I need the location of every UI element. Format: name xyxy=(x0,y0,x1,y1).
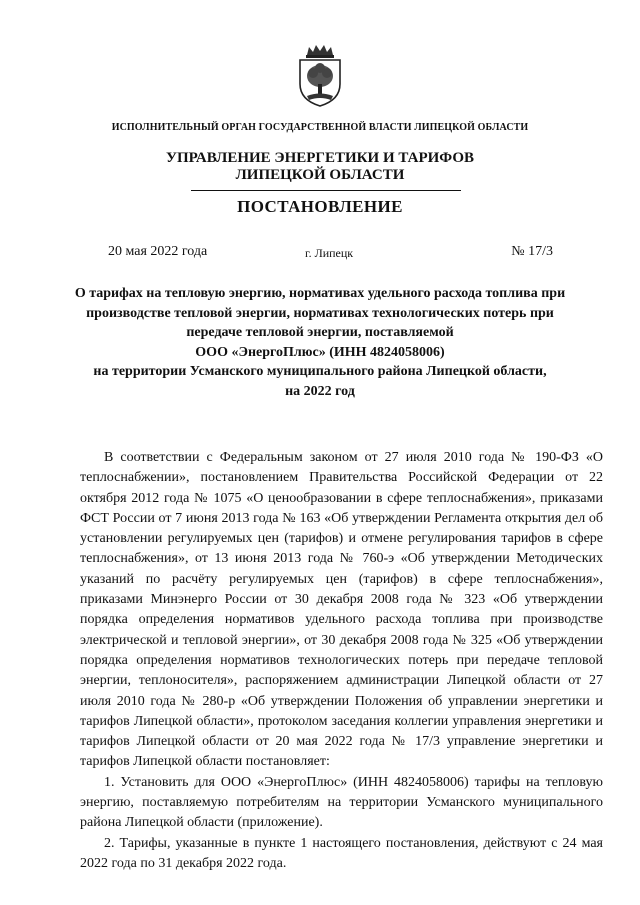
title-line: производстве тепловой энергии, нормативах технологических потерь при xyxy=(86,305,554,321)
header-divider xyxy=(191,190,461,191)
title-line: О тарифах на тепловую энергию, нормативах удельного расхода топлива при xyxy=(74,286,566,301)
title-line: на территории Усманского муниципального района Липецкой области, xyxy=(93,364,547,380)
title-line: передаче тепловой энергии, поставляемой xyxy=(186,325,454,341)
document-number: № 17/3 xyxy=(511,244,553,259)
coat-of-arms-icon xyxy=(295,44,345,108)
document-city: г. Липецк xyxy=(305,246,354,260)
preamble-paragraph: В соответствии с Федеральным законом от 27 июля 2010 года № 190-ФЗ «О теплоснабжении», постановлением Правительства Российской Федерации от 22 октября 2012 года № 1075 «О ценообразовании в сфере теплоснабжения», приказами ФСТ России от 7 июня 2013 года № 163 «Об утверждении Регламента открытия дел об установлении регулируемых цен (тарифов) и отмене регулирования тарифов в сфере теплоснабжения», от 13 июня 2013 года № 760-э «Об утверждении Методических указаний по расчёту регулируемых цен (тарифов) в сфере теплоснабжения», приказами Минэнерго России от 30 декабря 2008 года № 323 «Об утверждении порядка определения нормативов удельного расхода топлива при производстве электрической и тепловой энергии», от 30 декабря 2008 года № 325 «Об утверждении порядка определения нормативов технологических потерь при передаче тепловой энергии, теплоносителя», распоряжением администрации Липецкой области от 27 июля 2010 года № 280-р «Об утверждении Положения об управлении энергетики и тарифов Липецкой области», протоколом заседания коллегии управления энергетики и тарифов Липецкой области от 20 мая 2022 года № 17/3 управление энергетики и тарифов Липецкой области постановляет: xyxy=(80,450,603,770)
document-title xyxy=(50,284,590,402)
authority-line: ИСПОЛНИТЕЛЬНЫЙ ОРГАН ГОСУДАРСТВЕННОЙ ВЛАСТИ ЛИПЕЦКОЙ ОБЛАСТИ xyxy=(111,122,529,133)
department-name-line2: ЛИПЕЦКОЙ ОБЛАСТИ xyxy=(235,167,405,183)
clause-1-paragraph: 1. Установить для ООО «ЭнергоПлюс» (ИНН 4824058006) тарифы на тепловую энергию, поставляемую потребителям на территории Усманского муниципального района Липецкой области (приложение). xyxy=(80,774,603,831)
department-name-line1: УПРАВЛЕНИЕ ЭНЕРГЕТИКИ И ТАРИФОВ xyxy=(165,150,475,166)
title-line: ООО «ЭнергоПлюс» (ИНН 4824058006) xyxy=(195,344,445,360)
clause-2-paragraph: 2. Тарифы, указанные в пункте 1 настоящего постановления, действуют с 24 мая 2022 года по 31 декабря 2022 года. xyxy=(80,835,603,871)
document-type: ПОСТАНОВЛЕНИЕ xyxy=(237,197,403,216)
document-date: 20 мая 2022 года xyxy=(108,244,208,259)
document-body xyxy=(80,448,603,874)
title-line: на 2022 год xyxy=(285,383,355,399)
